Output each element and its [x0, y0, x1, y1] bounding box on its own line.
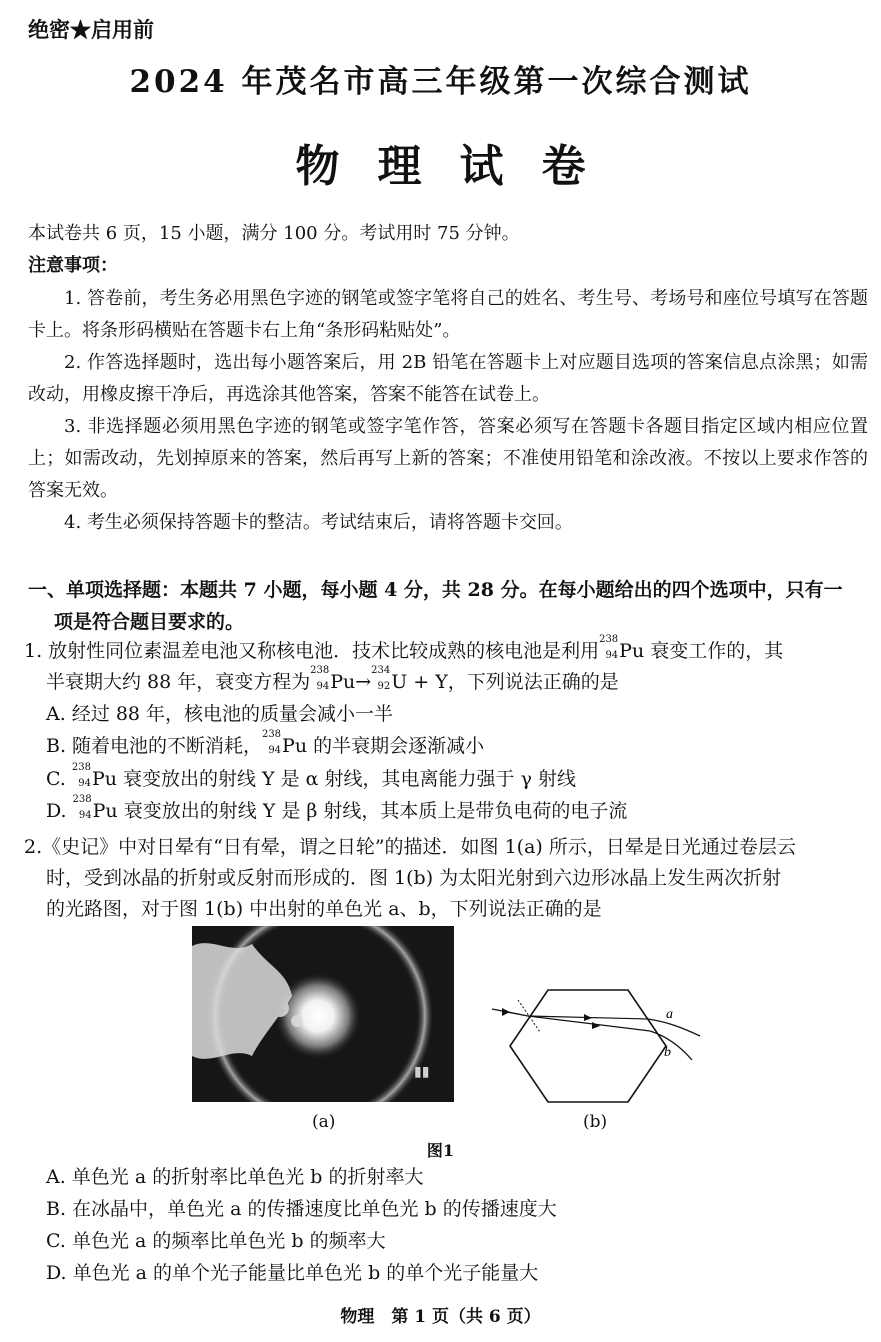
- ray-a-label: a: [666, 1007, 673, 1022]
- q2-line-1: 2.《史记》中对日晕有“日有晕，谓之日轮”的描述．如图 1(a) 所示，日晕是日光通过卷层云: [24, 836, 796, 858]
- incident-ray: [492, 1009, 528, 1016]
- figure-a-label: (a): [312, 1112, 336, 1132]
- intro-text: 本试卷共 6 页，15 小题，满分 100 分。考试用时 75 分钟。: [28, 223, 520, 244]
- section-heading-line2: 项是符合题目要求的。: [54, 611, 245, 633]
- svg-text:▮▮: ▮▮: [414, 1064, 430, 1080]
- pu-mass-number: 238: [72, 794, 92, 805]
- q2-line-3: 的光路图，对于图 1(b) 中出射的单色光 a、b，下列说法正确的是: [46, 898, 602, 920]
- u-nuclide: [371, 665, 391, 692]
- section-heading: [28, 574, 868, 638]
- arrow-head: [592, 1022, 600, 1029]
- ice-crystal-diagram: [488, 976, 718, 1116]
- q2-option-a[interactable]: A. 单色光 a 的折射率比单色光 b 的折射率大: [46, 1166, 424, 1188]
- exit-ray-b: [650, 1031, 692, 1060]
- question-1-stem: [24, 636, 870, 698]
- pu-nuclide: [599, 634, 619, 661]
- arrow-head: [584, 1014, 592, 1021]
- pu-nuclide: [261, 729, 282, 756]
- note-item-1: 1. 答卷前，考生务必用黑色字迹的钢笔或签字笔将自己的姓名、考生号、考场号和座位号填写在答题卡上。将条形码横贴在答题卡右上角“条形码粘贴处”。: [28, 288, 868, 341]
- secret-label: 绝密★启用前: [28, 17, 154, 42]
- pu-atomic-number: 94: [316, 681, 330, 692]
- q1-option-c-text-1: C.: [46, 768, 72, 790]
- subject-title: 物理试卷: [295, 141, 624, 192]
- q1-option-d-text-2: Pu 衰变放出的射线 Y 是 β 射线，其本质上是带负电荷的电子流: [92, 800, 628, 822]
- exam-title: 2024 年茂名市高三年级第一次综合测试: [129, 64, 752, 100]
- notes-heading: 注意事项：: [28, 255, 118, 276]
- hexagon-crystal: [510, 990, 666, 1102]
- q2-option-b[interactable]: B. 在冰晶中，单色光 a 的传播速度比单色光 b 的传播速度大: [46, 1198, 557, 1220]
- pu-nuclide-eq: [310, 665, 330, 692]
- note-item-2: 2. 作答选择题时，选出每小题答案后，用 2B 铅笔在答题卡上对应题目选项的答案信息点涂黑；如需改动，用橡皮擦干净后，再选涂其他答案，答案不能答在试卷上。: [28, 352, 868, 405]
- q1-option-c-text-2: Pu 衰变放出的射线 Y 是 α 射线，其电离能力强于 γ 射线: [91, 768, 576, 790]
- q1-option-d-text-1: D.: [46, 800, 73, 822]
- sun-halo-image: [192, 926, 454, 1102]
- pu-atomic-number: 94: [78, 810, 92, 821]
- q1-text-4: Pu→: [330, 671, 372, 693]
- q1-text-2: Pu 衰变工作的，其: [619, 640, 784, 662]
- q1-option-a[interactable]: A. 经过 88 年，核电池的质量会减小一半: [46, 703, 394, 725]
- pu-mass-number: 238: [310, 665, 330, 676]
- q1-text-3: 半衰期大约 88 年，衰变方程为: [46, 671, 311, 693]
- pu-nuclide: [71, 762, 92, 789]
- sun-halo-photo: [192, 926, 454, 1102]
- note-item-3: 3. 非选择题必须用黑色字迹的钢笔或签字笔作答，答案必须写在答题卡各题目指定区域内相应位置上；如需改动，先划掉原来的答案，然后再写上新的答案；不准使用铅笔和涂改液。不按以上要求作答的答案无效。: [28, 416, 868, 501]
- page-footer: 物理 第 1 页（共 6 页）: [340, 1307, 541, 1327]
- q2-option-c[interactable]: C. 单色光 a 的频率比单色光 b 的频率大: [46, 1230, 386, 1252]
- q1-option-b-text-2: Pu 的半衰期会逐渐减小: [282, 735, 485, 757]
- q1-option-b[interactable]: [46, 731, 484, 762]
- note-item-4: 4. 考生必须保持答题卡的整洁。考试结束后，请将答题卡交回。: [64, 512, 573, 533]
- question-2-stem: [24, 832, 870, 925]
- q1-text-1: 1. 放射性同位素温差电池又称核电池．技术比较成熟的核电池是利用: [24, 640, 600, 662]
- pu-mass-number: 238: [71, 762, 91, 773]
- pu-atomic-number: 94: [268, 745, 282, 756]
- pu-atomic-number: 94: [605, 650, 619, 661]
- u-atomic-number: 92: [377, 681, 391, 692]
- q2-option-d[interactable]: D. 单色光 a 的单个光子能量比单色光 b 的单个光子能量大: [46, 1262, 539, 1284]
- figure-caption: 图1: [426, 1141, 455, 1160]
- pu-mass-number: 238: [261, 729, 282, 740]
- pu-mass-number: 238: [599, 634, 619, 645]
- q1-option-d[interactable]: [46, 796, 627, 827]
- pu-nuclide: [72, 794, 93, 821]
- ray-b-label: b: [664, 1045, 671, 1060]
- q1-option-b-text-1: B. 随着电池的不断消耗，: [46, 735, 263, 757]
- q1-text-5: U + Y，下列说法正确的是: [391, 671, 619, 693]
- pu-atomic-number: 94: [78, 778, 91, 789]
- u-mass-number: 234: [371, 665, 391, 676]
- figure-b-label: (b): [583, 1112, 608, 1132]
- arrow-head: [502, 1008, 510, 1016]
- q1-option-c[interactable]: [46, 764, 576, 795]
- q2-line-2: 时，受到冰晶的折射或反射而形成的．图 1(b) 为太阳光射到六边形冰晶上发生两次折射: [46, 867, 782, 889]
- section-heading-line1: 一、单项选择题：本题共 7 小题，每小题 4 分，共 28 分。在每小题给出的四个选项中，只有一: [28, 579, 843, 601]
